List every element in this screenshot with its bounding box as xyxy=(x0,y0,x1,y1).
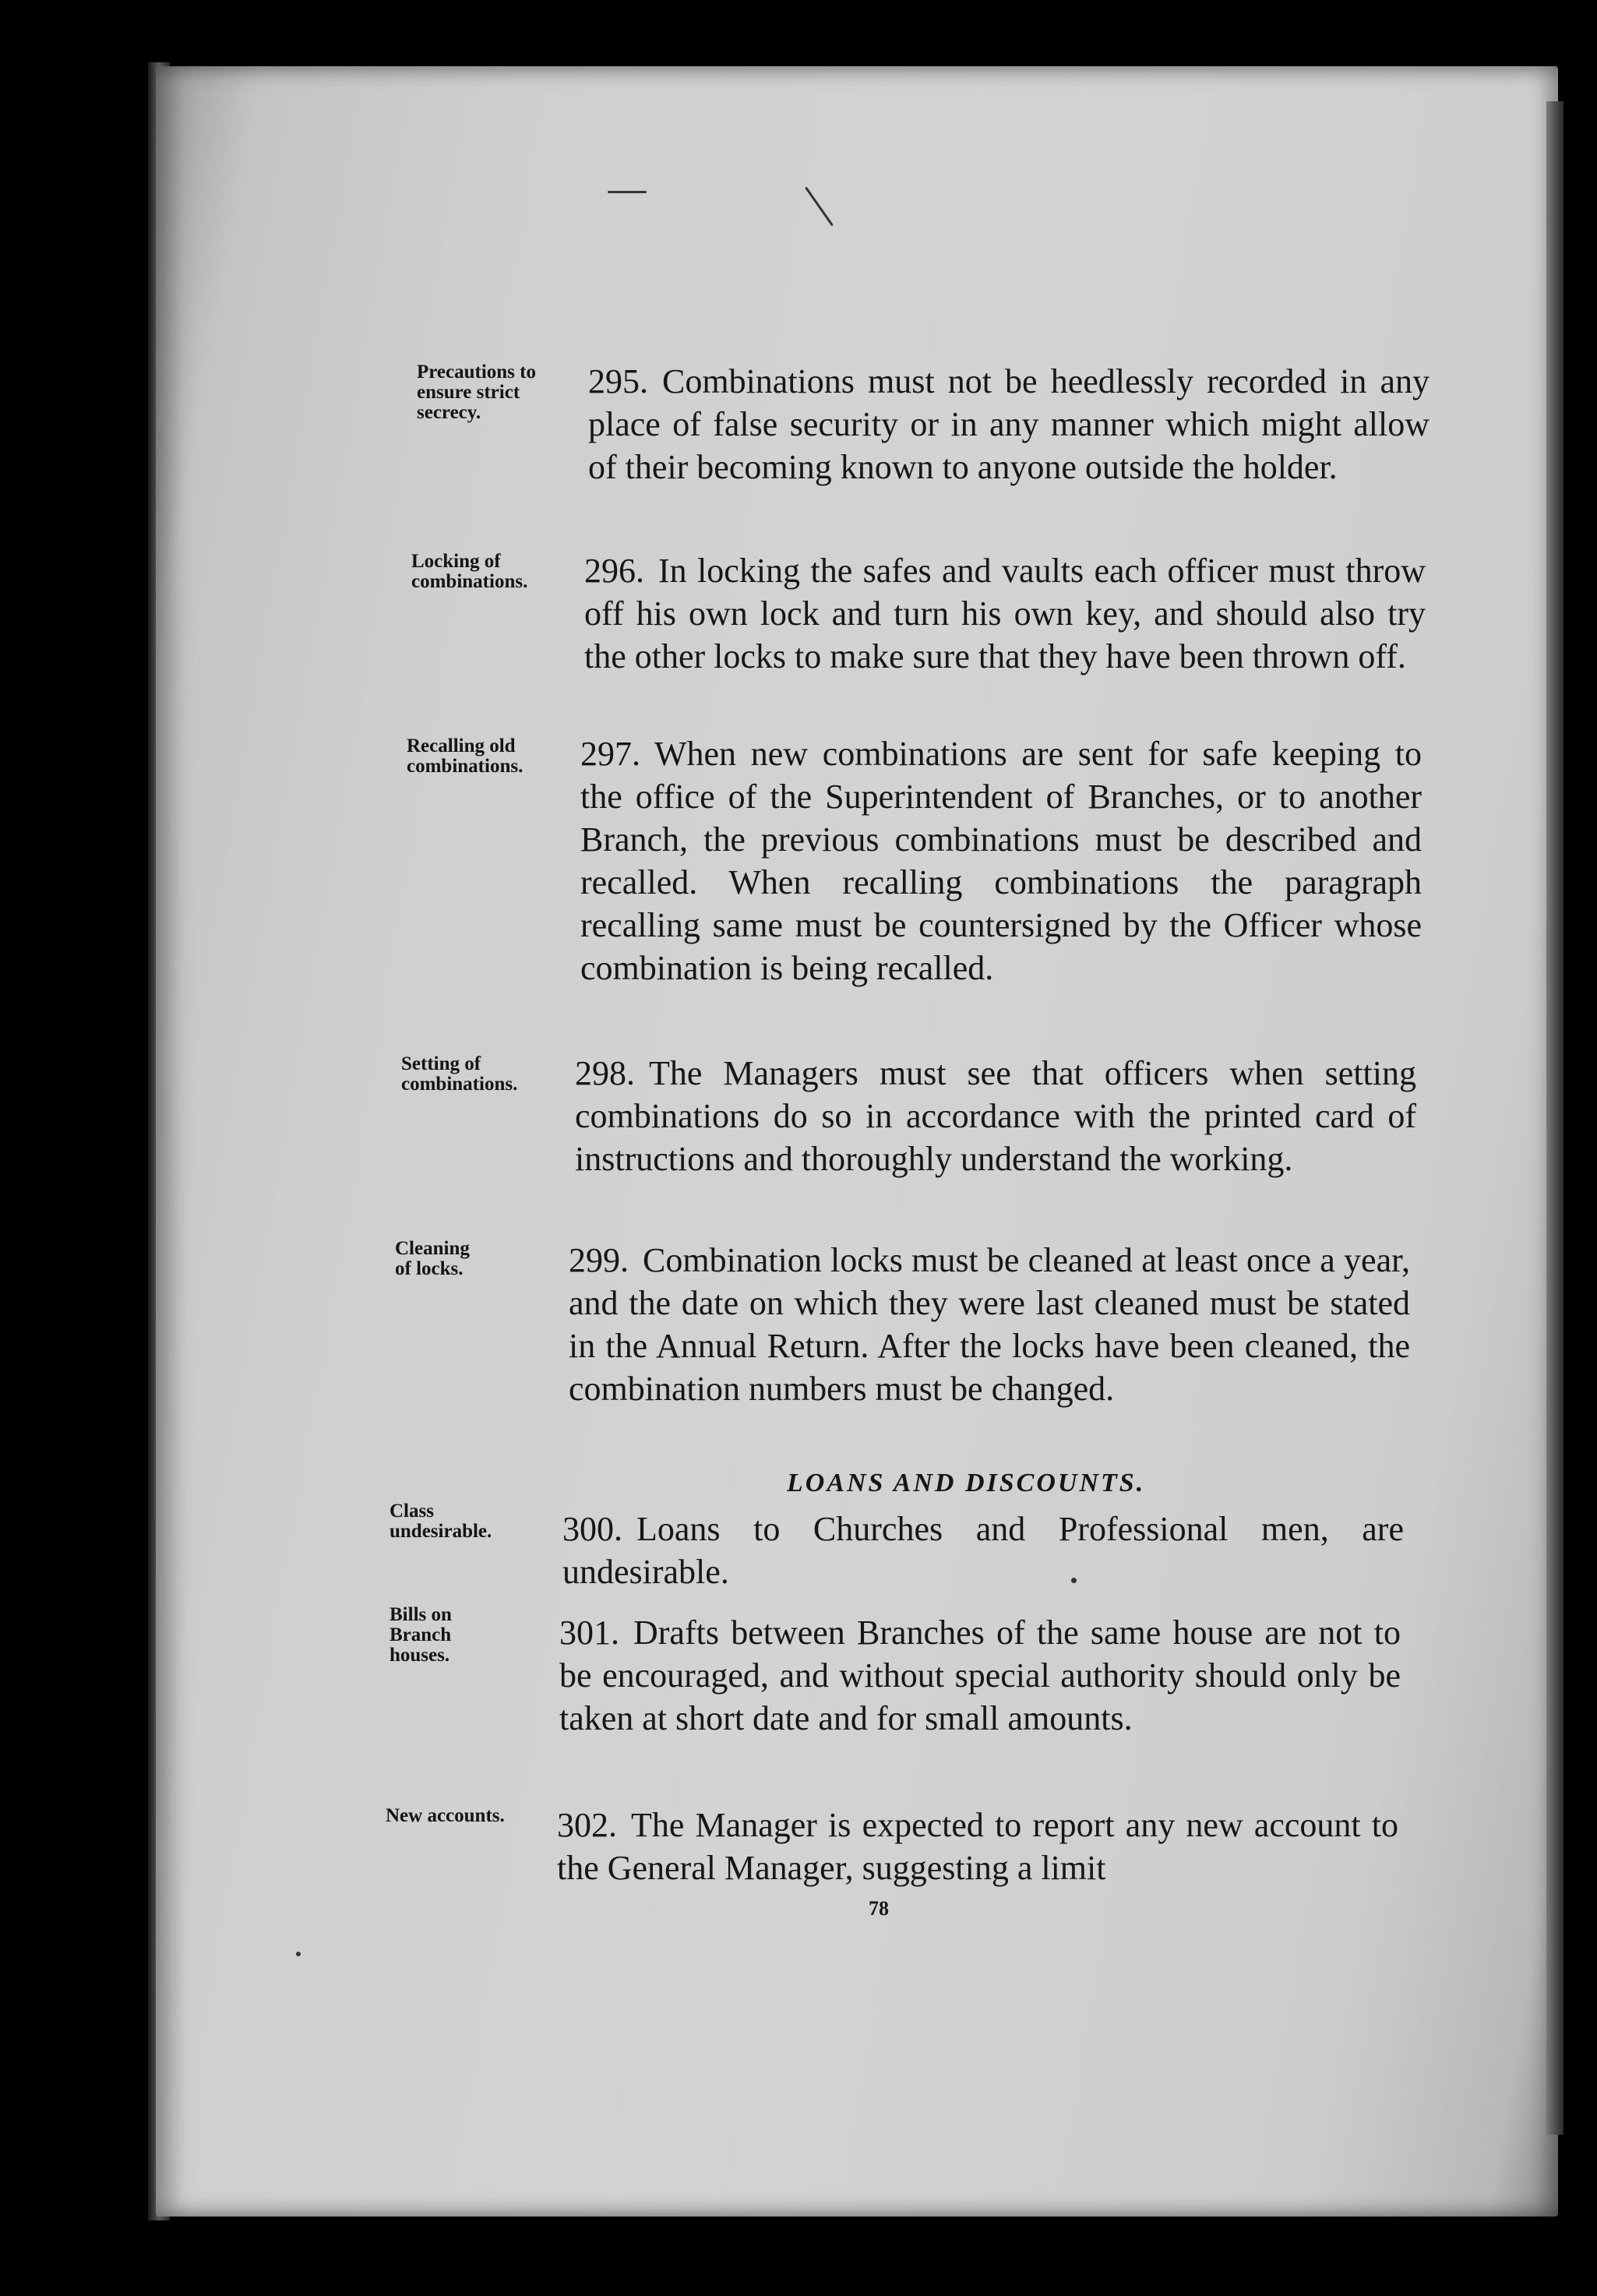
paragraph-number: 302. xyxy=(557,1806,617,1844)
scan-speck xyxy=(1071,1578,1077,1583)
paragraph-295 xyxy=(588,360,1430,488)
paragraph-text: When new combinations are sent for safe keeping to the office of the Superintendent of Branches, or to another Branch, the previous combinations must be described and recalled. When recalling combinations the paragraph recalling same must be countersigned by the Officer whose combination is being recalled. xyxy=(580,735,1422,987)
page-number: 78 xyxy=(869,1897,889,1920)
section-heading: LOANS AND DISCOUNTS. xyxy=(787,1469,1146,1497)
paragraph-number: 299. xyxy=(569,1241,629,1279)
paragraph-296 xyxy=(584,549,1426,678)
paragraph-text: Combination locks must be cleaned at least once a year, and the date on which they were last cleaned must be stated in the Annual Return. After the locks have been cleaned, the combination numbers must be changed. xyxy=(569,1241,1410,1408)
margin-note-setting: Setting of combinations. xyxy=(401,1053,518,1095)
paragraph-number: 300. xyxy=(562,1510,622,1548)
paragraph-text: The Managers must see that officers when setting combinations do so in accordance with the printed card of instructions and thoroughly understand the working. xyxy=(575,1054,1416,1178)
paragraph-302 xyxy=(557,1804,1398,1889)
margin-note-cleaning: Cleaning of locks. xyxy=(395,1238,470,1279)
scan-speck xyxy=(296,1952,301,1956)
margin-note-recalling: Recalling old combinations. xyxy=(407,735,524,777)
paragraph-301 xyxy=(559,1611,1401,1740)
margin-note-precautions: Precautions to ensure strict secrecy. xyxy=(417,362,536,423)
paragraph-number: 295. xyxy=(588,362,648,400)
paragraph-text: In locking the safes and vaults each officer must throw off his own lock and turn his own key, and should also try the other locks to make sure that they have been thrown off. xyxy=(584,552,1426,675)
margin-note-new-accounts: New accounts. xyxy=(386,1805,505,1826)
paragraph-number: 298. xyxy=(575,1054,635,1092)
paragraph-298 xyxy=(575,1052,1416,1180)
margin-note-locking: Locking of combinations. xyxy=(411,551,528,592)
paragraph-number: 296. xyxy=(584,552,644,590)
paragraph-297 xyxy=(580,732,1422,989)
margin-note-bills: Bills on Branch houses. xyxy=(390,1604,452,1666)
scan-speck xyxy=(608,191,647,193)
paragraph-text: Combinations must not be heedlessly recorded in any place of false security or in any manner which might allow of their becoming known to anyone outside the holder. xyxy=(588,362,1430,486)
paragraph-300 xyxy=(562,1508,1404,1593)
paragraph-text: Drafts between Branches of the same house are not to be encouraged, and without special authority should only be taken at short date and for small amounts. xyxy=(559,1614,1401,1737)
paragraph-number: 297. xyxy=(580,735,640,773)
paragraph-number: 301. xyxy=(559,1614,619,1652)
paragraph-299 xyxy=(569,1239,1410,1410)
paragraph-text: The Manager is expected to report any new account to the General Manager, suggesting a limit xyxy=(557,1806,1398,1887)
page-edge xyxy=(1546,101,1564,2135)
margin-note-class: Class undesirable. xyxy=(390,1501,492,1542)
paragraph-text: Loans to Churches and Professional men, are undesirable. xyxy=(562,1510,1404,1591)
